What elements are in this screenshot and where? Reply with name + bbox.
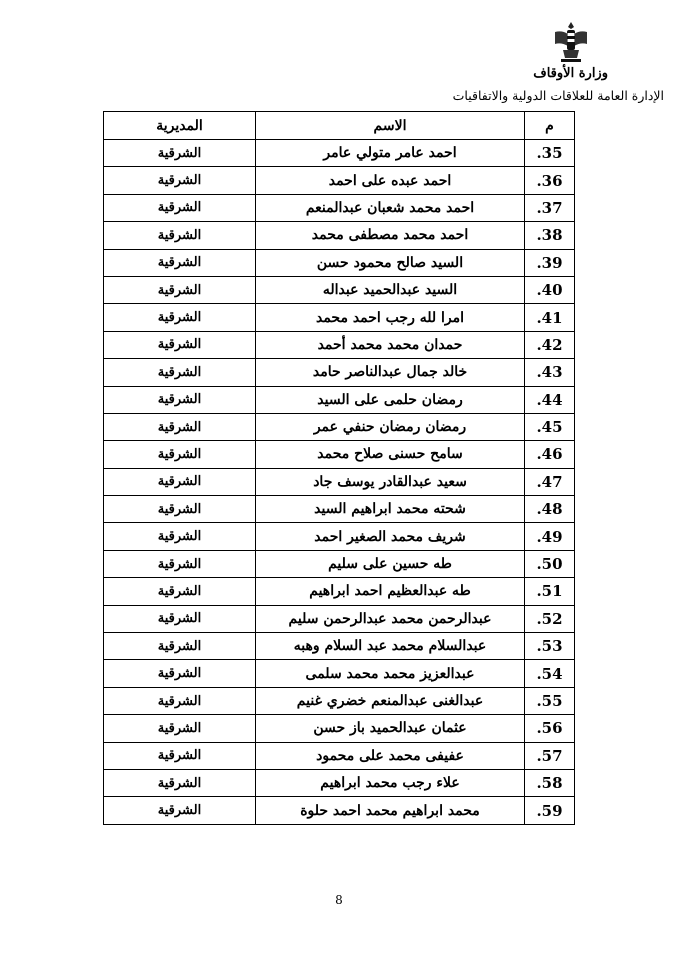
row-name: احمد عبده على احمد: [256, 167, 525, 194]
row-directorate: الشرقية: [104, 660, 256, 687]
row-directorate: الشرقية: [104, 413, 256, 440]
row-number: .39: [525, 249, 575, 276]
table-row: [104, 413, 575, 440]
row-name: شحته محمد ابراهيم السيد: [256, 496, 525, 523]
row-name: السيد عبدالحميد عبداله: [256, 276, 525, 303]
table-row: [104, 276, 575, 303]
row-directorate: الشرقية: [104, 222, 256, 249]
row-name: عبدالغنى عبدالمنعم خضري غنيم: [256, 687, 525, 714]
row-name: سامح حسنى صلاح محمد: [256, 441, 525, 468]
row-number: .50: [525, 550, 575, 577]
row-name: علاء رجب محمد ابراهيم: [256, 769, 525, 796]
row-directorate: الشرقية: [104, 359, 256, 386]
row-directorate: الشرقية: [104, 633, 256, 660]
row-directorate: الشرقية: [104, 578, 256, 605]
row-name: احمد محمد شعبان عبدالمنعم: [256, 194, 525, 221]
row-directorate: الشرقية: [104, 715, 256, 742]
row-number: .46: [525, 441, 575, 468]
row-name: رمضان رمضان حنفي عمر: [256, 413, 525, 440]
row-name: محمد ابراهيم محمد احمد حلوة: [256, 797, 525, 824]
table-row: [104, 441, 575, 468]
row-number: .36: [525, 167, 575, 194]
table-row: [104, 550, 575, 577]
row-directorate: الشرقية: [104, 797, 256, 824]
row-number: .37: [525, 194, 575, 221]
row-number: .47: [525, 468, 575, 495]
names-table-container: [103, 111, 574, 825]
row-number: .56: [525, 715, 575, 742]
row-number: .49: [525, 523, 575, 550]
table-row: [104, 304, 575, 331]
eagle-emblem-icon: [553, 20, 589, 64]
row-name: رمضان حلمى على السيد: [256, 386, 525, 413]
row-number: .45: [525, 413, 575, 440]
row-directorate: الشرقية: [104, 331, 256, 358]
row-name: عبدالسلام محمد عبد السلام وهبه: [256, 633, 525, 660]
table-row: [104, 797, 575, 824]
row-name: السيد صالح محمود حسن: [256, 249, 525, 276]
table-row: [104, 249, 575, 276]
row-name: طه حسين على سليم: [256, 550, 525, 577]
column-header-name: الاسم: [256, 112, 525, 140]
row-directorate: الشرقية: [104, 386, 256, 413]
row-number: .48: [525, 496, 575, 523]
table-row: [104, 359, 575, 386]
row-directorate: الشرقية: [104, 304, 256, 331]
row-number: .38: [525, 222, 575, 249]
table-row: [104, 660, 575, 687]
row-name: عفيفى محمد على محمود: [256, 742, 525, 769]
row-name: حمدان محمد محمد أحمد: [256, 331, 525, 358]
row-number: .53: [525, 633, 575, 660]
row-number: .41: [525, 304, 575, 331]
row-name: خالد جمال عبدالناصر حامد: [256, 359, 525, 386]
table-row: [104, 715, 575, 742]
row-name: طه عبدالعظيم احمد ابراهيم: [256, 578, 525, 605]
row-directorate: الشرقية: [104, 140, 256, 167]
row-directorate: الشرقية: [104, 523, 256, 550]
row-directorate: الشرقية: [104, 441, 256, 468]
row-name: عبدالرحمن محمد عبدالرحمن سليم: [256, 605, 525, 632]
table-row: [104, 140, 575, 167]
row-number: .55: [525, 687, 575, 714]
column-header-directorate: المديرية: [104, 112, 256, 140]
row-name: شريف محمد الصغير احمد: [256, 523, 525, 550]
row-directorate: الشرقية: [104, 769, 256, 796]
row-directorate: الشرقية: [104, 742, 256, 769]
row-name: عثمان عبدالحميد باز حسن: [256, 715, 525, 742]
table-row: [104, 633, 575, 660]
table-header-row: [104, 112, 575, 140]
row-number: .57: [525, 742, 575, 769]
row-number: .54: [525, 660, 575, 687]
row-name: احمد محمد مصطفى محمد: [256, 222, 525, 249]
table-row: [104, 742, 575, 769]
table-row: [104, 496, 575, 523]
row-directorate: الشرقية: [104, 468, 256, 495]
table-row: [104, 687, 575, 714]
row-directorate: الشرقية: [104, 605, 256, 632]
row-number: .35: [525, 140, 575, 167]
row-directorate: الشرقية: [104, 276, 256, 303]
row-number: .52: [525, 605, 575, 632]
column-header-number: م: [525, 112, 575, 140]
row-number: .40: [525, 276, 575, 303]
row-number: .51: [525, 578, 575, 605]
table-row: [104, 167, 575, 194]
table-row: [104, 222, 575, 249]
table-row: [104, 605, 575, 632]
table-row: [104, 578, 575, 605]
row-directorate: الشرقية: [104, 687, 256, 714]
page-number: 8: [335, 893, 343, 907]
row-name: احمد عامر متولي عامر: [256, 140, 525, 167]
table-row: [104, 194, 575, 221]
row-number: .43: [525, 359, 575, 386]
row-number: .42: [525, 331, 575, 358]
row-directorate: الشرقية: [104, 249, 256, 276]
row-directorate: الشرقية: [104, 496, 256, 523]
row-number: .59: [525, 797, 575, 824]
table-row: [104, 769, 575, 796]
table-row: [104, 386, 575, 413]
names-table: [103, 111, 575, 825]
row-name: سعيد عبدالقادر يوسف جاد: [256, 468, 525, 495]
table-row: [104, 523, 575, 550]
ministry-name: وزارة الأوقاف: [533, 66, 608, 81]
row-directorate: الشرقية: [104, 167, 256, 194]
row-number: .58: [525, 769, 575, 796]
row-name: عبدالعزيز محمد محمد سلمى: [256, 660, 525, 687]
row-name: امرا لله رجب احمد محمد: [256, 304, 525, 331]
table-row: [104, 468, 575, 495]
row-directorate: الشرقية: [104, 194, 256, 221]
row-number: .44: [525, 386, 575, 413]
department-name: الإدارة العامة للعلاقات الدولية والاتفاقيات: [452, 88, 664, 103]
row-directorate: الشرقية: [104, 550, 256, 577]
table-row: [104, 331, 575, 358]
